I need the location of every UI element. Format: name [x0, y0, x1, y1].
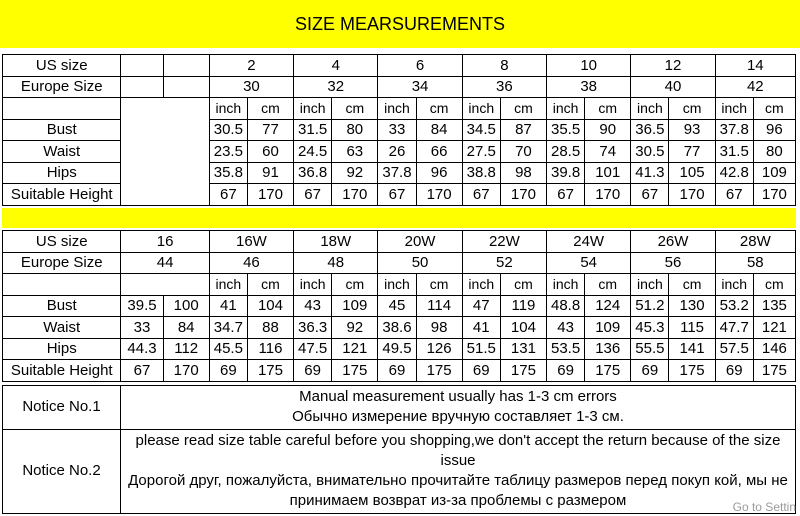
value-cell: 126 — [416, 338, 462, 360]
value-cell: 175 — [669, 360, 715, 382]
value-cell: 92 — [332, 317, 378, 339]
unit-cm: cm — [332, 98, 378, 120]
europe-size-label: Europe Size — [3, 76, 121, 98]
unit-cm: cm — [753, 98, 795, 120]
value-cell: 44.3 — [121, 338, 163, 360]
unit-inch: inch — [631, 274, 669, 296]
value-cell: 38.6 — [378, 317, 416, 339]
us-size-cell: 10 — [547, 55, 631, 77]
europe-size-row — [3, 76, 796, 98]
europe-size-row — [3, 252, 796, 274]
value-cell: 47.5 — [294, 338, 332, 360]
value-cell: 63 — [332, 141, 378, 163]
eu-size-cell: 54 — [547, 252, 631, 274]
value-cell: 27.5 — [462, 141, 500, 163]
unit-inch: inch — [547, 98, 585, 120]
value-cell: 114 — [416, 295, 462, 317]
us-size-cell: 22W — [462, 231, 546, 253]
size-table-2 — [2, 230, 796, 382]
value-cell: 67 — [715, 184, 753, 206]
value-cell: 170 — [500, 184, 546, 206]
value-cell: 109 — [585, 317, 631, 339]
value-cell: 49.5 — [378, 338, 416, 360]
value-cell: 55.5 — [631, 338, 669, 360]
us-size-cell: 12 — [631, 55, 715, 77]
value-cell: 77 — [247, 119, 293, 141]
value-cell: 41 — [462, 317, 500, 339]
us-size-cell: 24W — [547, 231, 631, 253]
value-cell: 30.5 — [209, 119, 247, 141]
value-cell: 170 — [669, 184, 715, 206]
row-label: Waist — [3, 141, 121, 163]
value-cell: 175 — [332, 360, 378, 382]
value-cell: 36.5 — [631, 119, 669, 141]
separator-bar — [2, 208, 796, 228]
value-cell: 170 — [753, 184, 795, 206]
value-cell: 67 — [631, 184, 669, 206]
value-cell: 57.5 — [715, 338, 753, 360]
value-cell: 69 — [547, 360, 585, 382]
us-size-cell: 6 — [378, 55, 462, 77]
value-cell: 136 — [585, 338, 631, 360]
value-cell: 141 — [669, 338, 715, 360]
value-cell: 100 — [163, 295, 209, 317]
value-cell: 92 — [332, 162, 378, 184]
value-cell: 130 — [669, 295, 715, 317]
value-cell: 67 — [378, 184, 416, 206]
value-cell: 135 — [753, 295, 795, 317]
unit-cm: cm — [669, 274, 715, 296]
unit-cm: cm — [585, 98, 631, 120]
unit-row — [3, 98, 796, 120]
height-row — [3, 360, 796, 382]
unit-inch: inch — [378, 274, 416, 296]
unit-inch: inch — [378, 98, 416, 120]
value-cell: 33 — [378, 119, 416, 141]
unit-inch: inch — [462, 98, 500, 120]
value-cell: 67 — [121, 360, 163, 382]
value-cell: 80 — [753, 141, 795, 163]
value-cell: 69 — [462, 360, 500, 382]
notice-2-label: Notice No.2 — [3, 429, 121, 513]
row-label: Hips — [3, 162, 121, 184]
row-label: Suitable Height — [3, 360, 121, 382]
notice-1-row — [3, 386, 796, 430]
us-size-cell: 28W — [715, 231, 795, 253]
us-size-label: US size — [3, 231, 121, 253]
unit-cm: cm — [332, 274, 378, 296]
row-label: Suitable Height — [3, 184, 121, 206]
value-cell: 38.8 — [462, 162, 500, 184]
unit-cm: cm — [500, 274, 546, 296]
eu-size-cell: 48 — [294, 252, 378, 274]
value-cell: 69 — [209, 360, 247, 382]
notice-1-russian: Обычно измерение вручную составляет 1-3 см. — [292, 408, 624, 426]
value-cell: 170 — [332, 184, 378, 206]
value-cell: 35.8 — [209, 162, 247, 184]
eu-size-cell: 30 — [209, 76, 293, 98]
value-cell: 175 — [247, 360, 293, 382]
value-cell: 30.5 — [631, 141, 669, 163]
unit-cm: cm — [416, 274, 462, 296]
value-cell: 104 — [247, 295, 293, 317]
unit-inch: inch — [715, 274, 753, 296]
value-cell: 121 — [332, 338, 378, 360]
eu-size-cell: 52 — [462, 252, 546, 274]
value-cell: 84 — [416, 119, 462, 141]
value-cell: 36.3 — [294, 317, 332, 339]
eu-size-cell: 32 — [294, 76, 378, 98]
value-cell: 43 — [547, 317, 585, 339]
value-cell: 93 — [669, 119, 715, 141]
value-cell: 88 — [247, 317, 293, 339]
value-cell: 51.5 — [462, 338, 500, 360]
eu-size-cell: 38 — [547, 76, 631, 98]
value-cell: 170 — [163, 360, 209, 382]
notice-2-russian: Дорогой друг, пожалуйста, внимательно прочитайте таблицу размеров перед покуп кой, мы не принимаем возврат из-за проблемы с размером — [128, 472, 788, 510]
unit-inch: inch — [294, 274, 332, 296]
value-cell: 121 — [753, 317, 795, 339]
bust-row — [3, 295, 796, 317]
activation-watermark: Go to Settin — [732, 500, 796, 514]
value-cell: 109 — [332, 295, 378, 317]
value-cell: 41.3 — [631, 162, 669, 184]
value-cell: 69 — [715, 360, 753, 382]
value-cell: 80 — [332, 119, 378, 141]
row-label: Bust — [3, 295, 121, 317]
unit-inch: inch — [547, 274, 585, 296]
eu-size-cell: 50 — [378, 252, 462, 274]
value-cell: 37.8 — [715, 119, 753, 141]
unit-inch: inch — [209, 98, 247, 120]
unit-inch: inch — [209, 274, 247, 296]
value-cell: 104 — [500, 317, 546, 339]
value-cell: 84 — [163, 317, 209, 339]
value-cell: 105 — [669, 162, 715, 184]
value-cell: 37.8 — [378, 162, 416, 184]
us-size-cell: 20W — [378, 231, 462, 253]
value-cell: 53.5 — [547, 338, 585, 360]
notices-table — [2, 385, 796, 514]
notice-2-english: please read size table careful before you shopping,we don't accept the return because of the size issue — [135, 431, 781, 469]
row-label: Bust — [3, 119, 121, 141]
value-cell: 42.8 — [715, 162, 753, 184]
value-cell: 34.7 — [209, 317, 247, 339]
unit-cm: cm — [247, 98, 293, 120]
eu-size-cell: 58 — [715, 252, 795, 274]
value-cell: 175 — [585, 360, 631, 382]
value-cell: 23.5 — [209, 141, 247, 163]
unit-cm: cm — [669, 98, 715, 120]
us-size-cell: 26W — [631, 231, 715, 253]
us-size-cell: 18W — [294, 231, 378, 253]
us-size-cell: 16W — [209, 231, 293, 253]
value-cell: 31.5 — [294, 119, 332, 141]
value-cell: 39.8 — [547, 162, 585, 184]
us-size-cell: 8 — [462, 55, 546, 77]
value-cell: 43 — [294, 295, 332, 317]
unit-cm: cm — [247, 274, 293, 296]
value-cell: 175 — [753, 360, 795, 382]
unit-inch: inch — [715, 98, 753, 120]
value-cell: 98 — [500, 162, 546, 184]
us-size-row — [3, 55, 796, 77]
value-cell: 96 — [416, 162, 462, 184]
value-cell: 33 — [121, 317, 163, 339]
value-cell: 69 — [631, 360, 669, 382]
notice-2-row — [3, 429, 796, 513]
unit-inch: inch — [294, 98, 332, 120]
unit-cm: cm — [585, 274, 631, 296]
unit-cm: cm — [416, 98, 462, 120]
eu-size-cell: 36 — [462, 76, 546, 98]
us-size-label: US size — [3, 55, 121, 77]
value-cell: 26 — [378, 141, 416, 163]
row-label: Hips — [3, 338, 121, 360]
notice-2-text — [121, 429, 796, 513]
us-size-cell: 14 — [715, 55, 795, 77]
value-cell: 87 — [500, 119, 546, 141]
value-cell: 131 — [500, 338, 546, 360]
value-cell: 70 — [500, 141, 546, 163]
value-cell: 45.5 — [209, 338, 247, 360]
value-cell: 119 — [500, 295, 546, 317]
value-cell: 45 — [378, 295, 416, 317]
value-cell: 101 — [585, 162, 631, 184]
value-cell: 109 — [753, 162, 795, 184]
value-cell: 67 — [462, 184, 500, 206]
eu-size-cell: 46 — [209, 252, 293, 274]
unit-cm: cm — [753, 274, 795, 296]
value-cell: 115 — [669, 317, 715, 339]
value-cell: 31.5 — [715, 141, 753, 163]
unit-inch: inch — [631, 98, 669, 120]
us-size-cell: 4 — [294, 55, 378, 77]
value-cell: 69 — [294, 360, 332, 382]
value-cell: 47.7 — [715, 317, 753, 339]
value-cell: 67 — [209, 184, 247, 206]
value-cell: 74 — [585, 141, 631, 163]
value-cell: 77 — [669, 141, 715, 163]
eu-size-cell: 42 — [715, 76, 795, 98]
value-cell: 67 — [294, 184, 332, 206]
value-cell: 28.5 — [547, 141, 585, 163]
unit-inch: inch — [462, 274, 500, 296]
eu-size-cell: 34 — [378, 76, 462, 98]
value-cell: 45.3 — [631, 317, 669, 339]
us-size-cell: 2 — [209, 55, 293, 77]
value-cell: 90 — [585, 119, 631, 141]
eu-size-cell: 44 — [121, 252, 209, 274]
value-cell: 146 — [753, 338, 795, 360]
value-cell: 39.5 — [121, 295, 163, 317]
value-cell: 48.8 — [547, 295, 585, 317]
value-cell: 175 — [416, 360, 462, 382]
value-cell: 69 — [378, 360, 416, 382]
unit-cm: cm — [500, 98, 546, 120]
notice-1-english: Manual measurement usually has 1-3 cm errors — [299, 388, 617, 405]
europe-size-label: Europe Size — [3, 252, 121, 274]
value-cell: 67 — [547, 184, 585, 206]
value-cell: 34.5 — [462, 119, 500, 141]
value-cell: 175 — [500, 360, 546, 382]
size-table-1 — [2, 54, 796, 206]
value-cell: 36.8 — [294, 162, 332, 184]
us-size-row — [3, 231, 796, 253]
value-cell: 170 — [585, 184, 631, 206]
us-size-cell: 16 — [121, 231, 209, 253]
value-cell: 24.5 — [294, 141, 332, 163]
value-cell: 170 — [416, 184, 462, 206]
eu-size-cell: 56 — [631, 252, 715, 274]
value-cell: 112 — [163, 338, 209, 360]
unit-row — [3, 274, 796, 296]
hips-row — [3, 338, 796, 360]
value-cell: 35.5 — [547, 119, 585, 141]
value-cell: 116 — [247, 338, 293, 360]
value-cell: 66 — [416, 141, 462, 163]
value-cell: 53.2 — [715, 295, 753, 317]
notice-1-text — [121, 386, 796, 430]
value-cell: 41 — [209, 295, 247, 317]
value-cell: 124 — [585, 295, 631, 317]
eu-size-cell: 40 — [631, 76, 715, 98]
page-title: SIZE MEARSUREMENTS — [294, 13, 506, 34]
value-cell: 98 — [416, 317, 462, 339]
notice-1-label: Notice No.1 — [3, 386, 121, 430]
value-cell: 96 — [753, 119, 795, 141]
value-cell: 170 — [247, 184, 293, 206]
title-banner — [0, 0, 800, 48]
waist-row — [3, 317, 796, 339]
value-cell: 60 — [247, 141, 293, 163]
value-cell: 51.2 — [631, 295, 669, 317]
row-label: Waist — [3, 317, 121, 339]
value-cell: 47 — [462, 295, 500, 317]
value-cell: 91 — [247, 162, 293, 184]
